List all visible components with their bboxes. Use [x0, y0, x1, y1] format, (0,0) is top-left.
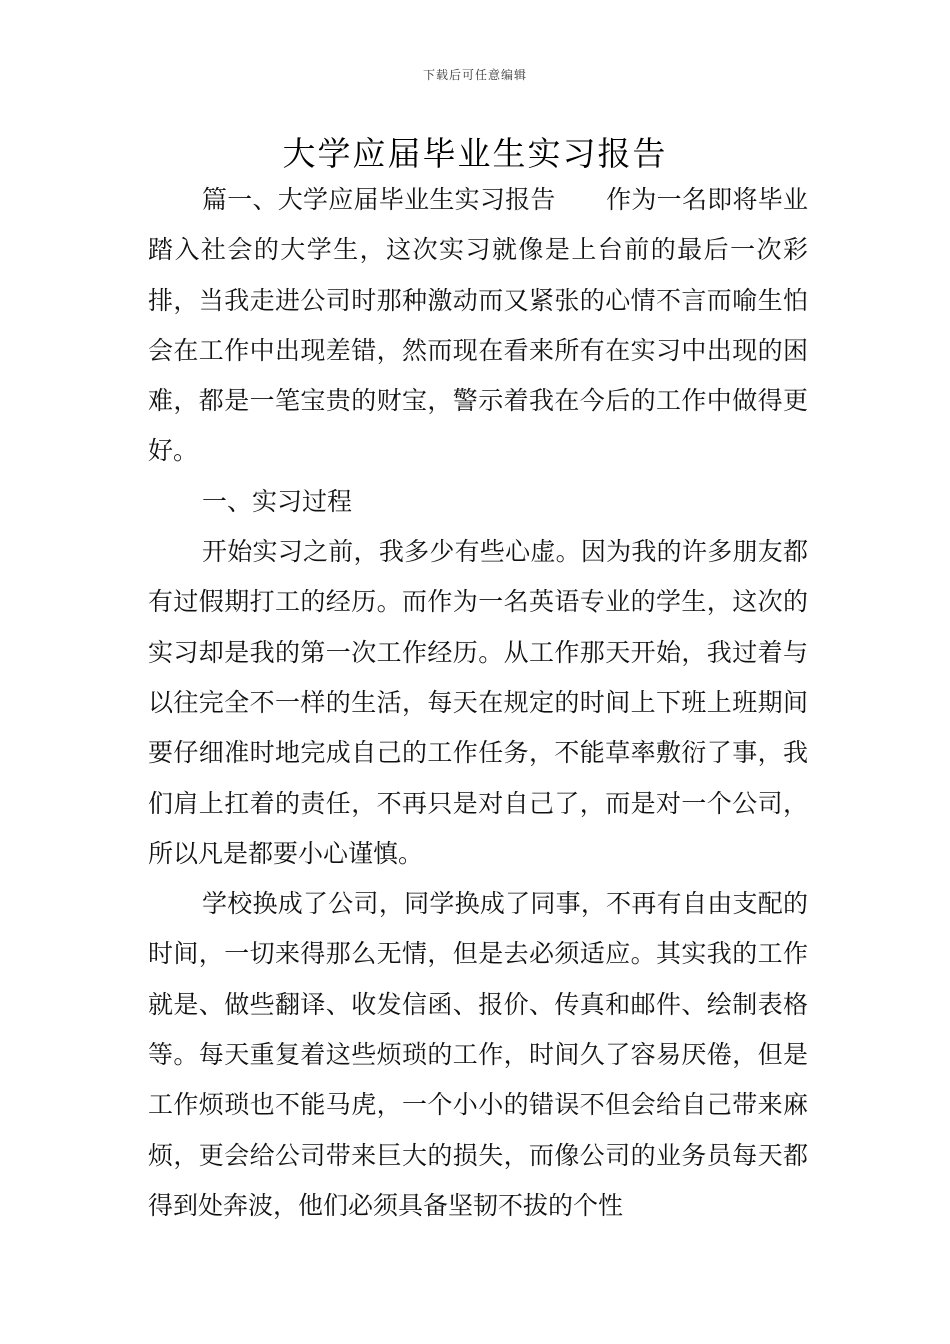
- paragraph-intro: 篇一、大学应届毕业生实习报告 作为一名即将毕业踏入社会的大学生，这次实习就像是上台前的最后一次彩排，当我走进公司时那种激动而又紧张的心情不言而喻生怕会在工作中出现差错，然而现在看来所有在实习中出现的困难，都是一笔宝贵的财宝，警示着我在今后的工作中做得更好。: [148, 185, 808, 466]
- header-note: 下载后可任意编辑: [422, 68, 527, 82]
- section-heading: 一、实习过程: [202, 486, 353, 516]
- paragraph-work: 学校换成了公司，同学换成了同事，不再有自由支配的时间，一切来得那么无情，但是去必须适应。其实我的工作就是、做些翻译、收发信函、报价、传真和邮件、绘制表格等。每天重复着这些烦琐的工作，时间久了容易厌倦，但是工作烦琐也不能马虎，一个小小的错误不但会给自己带来麻烦，更会给公司带来巨大的损失，而像公司的业务员每天都得到处奔波，他们必须具备坚韧不拔的个性: [148, 889, 808, 1220]
- document-title: 大学应届毕业生实习报告: [282, 134, 668, 173]
- document-body: [148, 175, 808, 1231]
- paragraph-process: 开始实习之前，我多少有些心虚。因为我的许多朋友都有过假期打工的经历。而作为一名英语专业的学生，这次的实习却是我的第一次工作经历。从工作那天开始，我过着与以往完全不一样的生活，每天在规定的时间上下班上班期间要仔细准时地完成自己的工作任务，不能草率敷衍了事，我们肩上扛着的责任，不再只是对自己了，而是对一个公司，所以凡是都要小心谨慎。: [148, 537, 808, 868]
